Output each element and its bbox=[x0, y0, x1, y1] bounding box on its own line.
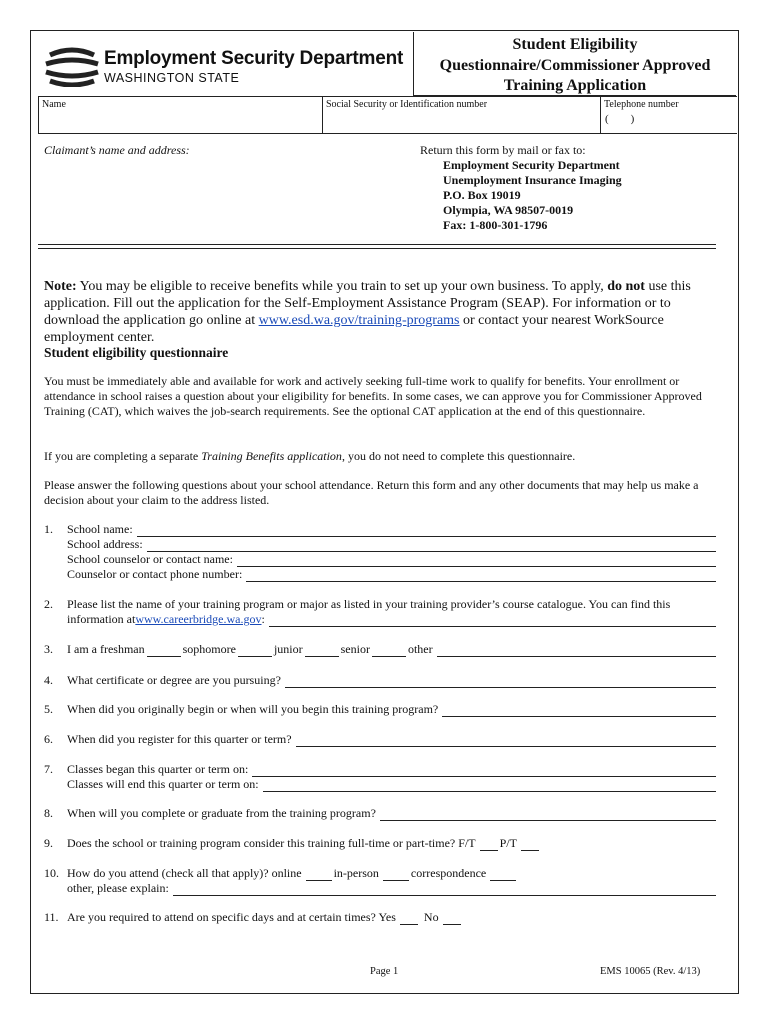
divider bbox=[38, 248, 716, 249]
question-text: : bbox=[261, 612, 265, 626]
return-line: Employment Security Department bbox=[443, 158, 620, 172]
question-10 bbox=[44, 866, 720, 898]
phone-field[interactable] bbox=[601, 97, 736, 133]
training-programs-link[interactable]: www.esd.wa.gov/training-programs bbox=[258, 313, 460, 328]
begin-date-input[interactable] bbox=[442, 705, 716, 717]
title-line-2: Questionnaire/Commissioner Approved bbox=[439, 56, 711, 74]
part-time-input[interactable] bbox=[521, 839, 539, 851]
yes-input[interactable] bbox=[400, 913, 418, 925]
question-text: Classes began this quarter or term on: bbox=[67, 762, 249, 776]
classes-began-input[interactable] bbox=[252, 765, 716, 777]
intro-paragraph: You must be immediately able and available for work and actively seeking full-time work to qualify for benefits. Your enrollment or attendance in school raises a question about your eligibility for benefits. In some cases, we can approve you for Commissioner Approved Training (CAT), which waives the job-search requirements. See the optional CAT application at the end of this questionnaire. bbox=[44, 374, 702, 418]
return-line: Unemployment Insurance Imaging bbox=[443, 173, 622, 187]
counselor-input[interactable] bbox=[237, 555, 716, 567]
divider bbox=[38, 244, 716, 245]
part-time-label: P/T bbox=[499, 836, 517, 850]
question-number: 5. bbox=[44, 702, 53, 716]
freshman-input[interactable] bbox=[147, 645, 181, 657]
sophomore-input[interactable] bbox=[238, 645, 272, 657]
senior-label: senior bbox=[340, 642, 370, 656]
question-text: What certificate or degree are you pursuing? bbox=[67, 673, 281, 687]
claimant-fields bbox=[38, 96, 737, 134]
classes-end-input[interactable] bbox=[263, 780, 716, 792]
question-number: 2. bbox=[44, 597, 53, 611]
counselor-phone-label: Counselor or contact phone number: bbox=[67, 567, 243, 581]
question-number: 7. bbox=[44, 762, 53, 776]
register-date-input[interactable] bbox=[296, 735, 716, 747]
dept-state: WASHINGTON STATE bbox=[104, 71, 240, 85]
claimant-label: Claimant’s name and address: bbox=[44, 143, 190, 157]
question-number: 8. bbox=[44, 806, 53, 820]
dept-name: Employment Security Department bbox=[104, 48, 404, 69]
note-label: Note: bbox=[44, 279, 77, 294]
in-person-input[interactable] bbox=[383, 869, 409, 881]
return-address bbox=[420, 143, 622, 233]
question-text: When did you originally begin or when will you begin this training program? bbox=[67, 702, 439, 716]
note-text: You may be eligible to receive benefits while you train to set up your own business. To apply, bbox=[76, 279, 608, 294]
ssn-field[interactable] bbox=[323, 97, 601, 133]
para-text: If you are completing a separate bbox=[44, 449, 202, 463]
school-name-label: School name: bbox=[67, 522, 133, 536]
graduation-input[interactable] bbox=[380, 809, 716, 821]
question-text: Does the school or training program consider this training full-time or part-time? F/T bbox=[67, 836, 476, 850]
correspondence-input[interactable] bbox=[490, 869, 516, 881]
junior-label: junior bbox=[273, 642, 303, 656]
form-number: EMS 10065 (Rev. 4/13) bbox=[600, 966, 701, 977]
full-time-input[interactable] bbox=[480, 839, 498, 851]
note-text: or contact your nearest WorkSource employment center. bbox=[44, 313, 664, 345]
in-person-label: in-person bbox=[333, 866, 379, 880]
online-input[interactable] bbox=[306, 869, 332, 881]
question-text: information at bbox=[67, 612, 136, 626]
other-input[interactable] bbox=[437, 645, 716, 657]
junior-input[interactable] bbox=[305, 645, 339, 657]
phone-label: Telephone number bbox=[604, 99, 679, 110]
instructions-paragraph: Please answer the following questions about your school attendance. Return this form and any other documents that may help us make a decision about your claim to the address listed. bbox=[44, 478, 699, 507]
school-name-input[interactable] bbox=[137, 525, 716, 537]
name-label: Name bbox=[42, 99, 66, 110]
form-title bbox=[413, 32, 736, 96]
note-bold: do not bbox=[607, 279, 645, 294]
page-number: Page 1 bbox=[370, 966, 399, 977]
question-number: 9. bbox=[44, 836, 53, 850]
question-text: When will you complete or graduate from the training program? bbox=[67, 806, 376, 820]
counselor-phone-input[interactable] bbox=[246, 570, 716, 582]
question-text: other, please explain: bbox=[67, 881, 169, 895]
question-2 bbox=[44, 597, 720, 629]
question-number: 1. bbox=[44, 522, 53, 536]
section-title: Student eligibility questionnaire bbox=[44, 345, 229, 360]
name-field[interactable] bbox=[39, 97, 323, 133]
school-address-label: School address: bbox=[67, 537, 143, 551]
question-number: 4. bbox=[44, 673, 53, 687]
note-text: use this application. Fill out the application for the Self-Employment Assistance Program (SEAP). For information or to download the application go online at bbox=[44, 279, 691, 328]
question-7 bbox=[44, 762, 720, 794]
question-number: 6. bbox=[44, 732, 53, 746]
question-text: Are you required to attend on specific days and at certain times? Yes bbox=[67, 910, 396, 924]
sophomore-label: sophomore bbox=[182, 642, 236, 656]
phone-format: ( ) bbox=[605, 113, 635, 125]
no-label: No bbox=[423, 910, 439, 924]
question-1 bbox=[44, 522, 720, 584]
title-line-3: Training Application bbox=[503, 77, 647, 94]
return-line: P.O. Box 19019 bbox=[443, 188, 521, 202]
other-label: other bbox=[407, 642, 433, 656]
title-line-1: Student Eligibility bbox=[512, 36, 638, 53]
esd-logo-icon bbox=[44, 47, 100, 87]
freshman-label: I am a freshman bbox=[67, 642, 145, 656]
careerbridge-link[interactable]: www.careerbridge.wa.gov bbox=[135, 612, 262, 626]
question-number: 3. bbox=[44, 642, 53, 656]
question-number: 10. bbox=[44, 866, 59, 880]
certificate-input[interactable] bbox=[285, 676, 716, 688]
question-text: Please list the name of your training program or major as listed in your training provider’s course catalogue. You can find this bbox=[67, 597, 671, 611]
other-explain-input[interactable] bbox=[173, 884, 716, 896]
correspondence-label: correspondence bbox=[410, 866, 487, 880]
question-text: How do you attend (check all that apply)? online bbox=[67, 866, 302, 880]
return-line: Fax: 1-800-301-1796 bbox=[443, 218, 548, 232]
no-input[interactable] bbox=[443, 913, 461, 925]
return-intro: Return this form by mail or fax to: bbox=[420, 143, 586, 157]
para-text: , you do not need to complete this questionnaire. bbox=[341, 449, 576, 463]
counselor-label: School counselor or contact name: bbox=[67, 552, 233, 566]
note-paragraph bbox=[44, 278, 724, 346]
ssn-label: Social Security or Identification number bbox=[326, 99, 488, 110]
training-benefits-paragraph bbox=[44, 449, 720, 464]
question-number: 11. bbox=[44, 910, 59, 924]
question-text: When did you register for this quarter or term? bbox=[67, 732, 292, 746]
return-line: Olympia, WA 98507-0019 bbox=[443, 203, 574, 217]
school-address-input[interactable] bbox=[147, 540, 716, 552]
training-program-input[interactable] bbox=[269, 615, 716, 627]
para-italic: Training Benefits application bbox=[201, 449, 342, 463]
question-text: Classes will end this quarter or term on: bbox=[67, 777, 259, 791]
senior-input[interactable] bbox=[372, 645, 406, 657]
